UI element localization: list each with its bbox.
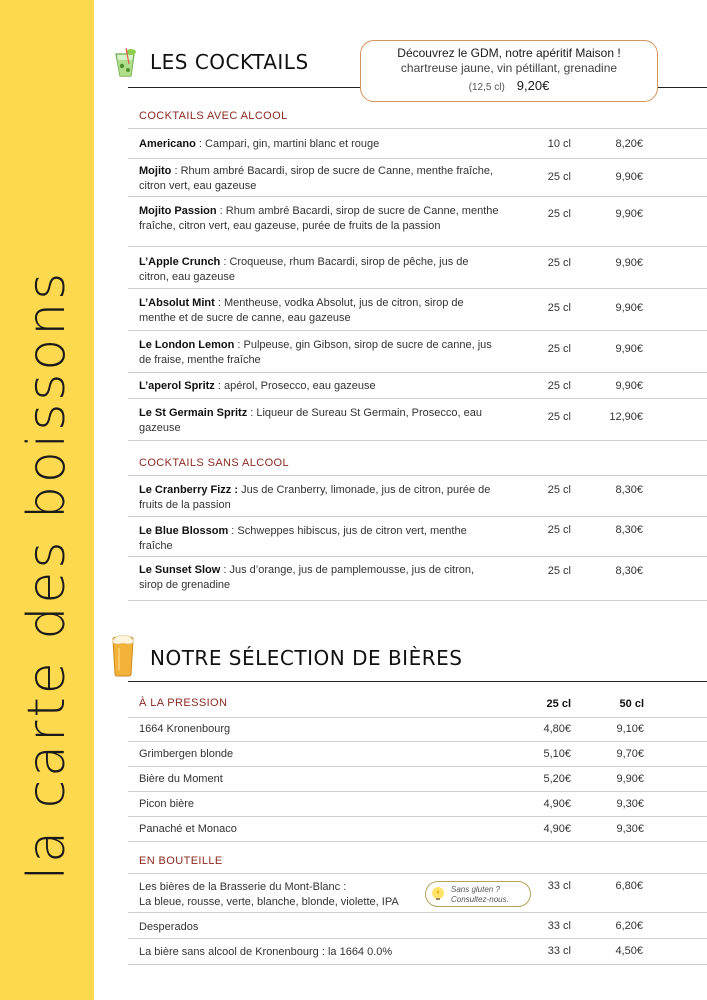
cocktail-volume: 25 cl: [547, 302, 571, 314]
cocktail-ingredients: Pulpeuse, gin Gibson, sirop de sucre de canne, jus de fraise, menthe fraîche: [139, 339, 492, 366]
bottle-price: 6,20€: [615, 920, 643, 932]
beer-price-50cl: 9,90€: [616, 773, 644, 785]
beer-row: [128, 717, 707, 742]
subheading-sans-alcool: COCKTAILS SANS ALCOOL: [139, 457, 290, 469]
cocktail-description: [139, 524, 499, 554]
cocktail-volume: 25 cl: [547, 343, 571, 355]
cocktail-separator: :: [214, 380, 224, 392]
cocktail-volume: 25 cl: [547, 171, 571, 183]
cocktails-title: LES COCKTAILS: [150, 50, 309, 74]
cocktail-row: [128, 517, 707, 557]
beer-price-25cl: 4,90€: [543, 823, 571, 835]
bottle-row: [128, 913, 707, 939]
cocktail-description: [139, 338, 499, 368]
beer-price-50cl: 9,10€: [616, 723, 644, 735]
cocktail-name: Le Sunset Slow: [139, 564, 221, 576]
beer-name: Bière du Moment: [139, 773, 223, 785]
lightbulb-icon: [430, 886, 446, 902]
cocktail-row: [128, 128, 707, 159]
cocktail-row: [128, 557, 707, 601]
beer-glass-icon: [110, 634, 136, 678]
subheading-bouteille: EN BOUTEILLE: [139, 855, 223, 867]
gluten-note: [425, 881, 531, 907]
cocktail-description: [139, 164, 499, 194]
beer-name: Picon bière: [139, 798, 195, 810]
cocktail-price: 9,90€: [615, 380, 643, 392]
cocktail-price: 8,20€: [615, 138, 643, 150]
subheading-avec-alcool: COCKTAILS AVEC ALCOOL: [139, 110, 288, 122]
cocktail-volume: 25 cl: [547, 484, 571, 496]
cocktail-ingredients: Croqueuse, rhum Bacardi, sirop de pêche, jus de citron, eau gazeuse: [139, 256, 469, 283]
bottle-line1: Les bières de la Brasserie du Mont-Blanc :: [139, 881, 347, 893]
col-25cl: 25 cl: [546, 698, 571, 710]
beer-price-25cl: 4,80€: [543, 723, 571, 735]
cocktail-price: 9,90€: [615, 171, 643, 183]
bottle-description: [139, 920, 439, 935]
cocktail-row: [128, 159, 707, 197]
beer-price-25cl: 4,90€: [543, 798, 571, 810]
cocktail-ingredients: Jus de Cranberry, limonade, jus de citron, purée de fruits de la passion: [139, 484, 491, 511]
promo-volume: (12,5 cl): [468, 82, 505, 93]
cocktail-row: [128, 197, 707, 247]
col-50cl: 50 cl: [619, 698, 644, 710]
cocktail-volume: 25 cl: [547, 257, 571, 269]
cocktail-ingredients: Campari, gin, martini blanc et rouge: [205, 138, 380, 150]
cocktail-price: 9,90€: [615, 208, 643, 220]
cocktail-name: L’Apple Crunch: [139, 256, 221, 268]
cocktail-description: [139, 296, 499, 326]
cocktail-name: Americano: [139, 138, 196, 150]
beer-name: Grimbergen blonde: [139, 748, 234, 760]
bottle-description: [139, 945, 439, 960]
bottle-line1: Desperados: [139, 921, 199, 933]
cocktail-description: [139, 483, 499, 513]
bottle-line1: La bière sans alcool de Kronenbourg : la 1664 0.0%: [139, 946, 393, 958]
beer-row: [128, 792, 707, 817]
bottle-row: [128, 939, 707, 965]
cocktail-volume: 25 cl: [547, 380, 571, 392]
cocktail-ingredients: Rhum ambré Bacardi, sirop de sucre de Canne, menthe fraîche, citron vert, eau gazeuse: [139, 165, 493, 192]
cocktail-name: Mojito: [139, 165, 172, 177]
beers-rule: [128, 681, 707, 682]
beer-price-50cl: 9,30€: [616, 798, 644, 810]
cocktail-ingredients: Jus d’orange, jus de pamplemousse, jus de citron, sirop de grenadine: [139, 564, 475, 591]
cocktail-price: 9,90€: [615, 257, 643, 269]
promo-line2: chartreuse jaune, vin pétillant, grenadine: [400, 61, 618, 75]
cocktail-row: [128, 331, 707, 373]
vertical-title: la carte des boissons: [17, 269, 77, 881]
promo-price: 9,20€: [516, 78, 550, 93]
bottle-row: [128, 873, 707, 913]
cocktail-ingredients: Mentheuse, vodka Absolut, jus de citron, sirop de menthe et de sucre de canne, eau gazeuse: [139, 297, 464, 324]
bottle-volume: 33 cl: [547, 920, 571, 932]
bottle-price: 6,80€: [615, 880, 643, 892]
cocktail-name: Le Cranberry Fizz :: [139, 484, 239, 496]
beer-name: 1664 Kronenbourg: [139, 723, 231, 735]
cocktail-separator: :: [216, 205, 226, 217]
cocktail-glass-icon: [111, 46, 139, 78]
beer-price-25cl: 5,10€: [543, 748, 571, 760]
cocktail-ingredients: Liqueur de Sureau St Germain, Prosecco, eau gazeuse: [139, 407, 483, 434]
cocktail-ingredients: apérol, Prosecco, eau gazeuse: [223, 380, 376, 392]
cocktail-volume: 25 cl: [547, 411, 571, 423]
cocktail-volume: 25 cl: [547, 524, 571, 536]
cocktail-name: Le Blue Blossom: [139, 525, 229, 537]
cocktail-description: [139, 379, 499, 394]
gluten-line1: Sans gluten ?: [451, 885, 500, 894]
cocktail-name: Le London Lemon: [139, 339, 235, 351]
gluten-line2: Consultez-nous.: [451, 895, 509, 904]
cocktail-separator: :: [171, 165, 181, 177]
cocktail-separator: :: [214, 297, 224, 309]
cocktail-description: [139, 204, 499, 234]
cocktail-name: Le St Germain Spritz: [139, 407, 248, 419]
cocktail-row: [128, 289, 707, 331]
promo-box: [360, 40, 658, 102]
cocktail-description: [139, 563, 499, 593]
cocktail-separator: :: [220, 564, 230, 576]
cocktail-price: 8,30€: [615, 484, 643, 496]
cocktail-row: [128, 247, 707, 289]
cocktail-price: 12,90€: [609, 411, 643, 423]
bottle-volume: 33 cl: [547, 880, 571, 892]
cocktail-name: L’Absolut Mint: [139, 297, 215, 309]
beer-row: [128, 742, 707, 767]
cocktail-volume: 25 cl: [547, 565, 571, 577]
cocktail-row: [128, 373, 707, 399]
cocktail-row: [128, 399, 707, 441]
cocktail-separator: :: [228, 525, 238, 537]
cocktail-ingredients: Schweppes hibiscus, jus de citron vert, menthe fraîche: [139, 525, 467, 552]
sidebar-band: [0, 0, 94, 1000]
cocktail-price: 9,90€: [615, 343, 643, 355]
cocktail-volume: 10 cl: [547, 138, 571, 150]
beer-price-25cl: 5,20€: [543, 773, 571, 785]
cocktail-name: Mojito Passion: [139, 205, 217, 217]
beers-title: NOTRE SÉLECTION DE BIÈRES: [150, 646, 463, 670]
cocktail-separator: :: [234, 339, 244, 351]
cocktail-ingredients: Rhum ambré Bacardi, sirop de sucre de Canne, menthe fraîche, citron vert, eau gazeuse, purée de fruits de la passion: [139, 205, 499, 232]
cocktail-row: [128, 475, 707, 517]
cocktail-name: L’aperol Spritz: [139, 380, 215, 392]
cocktail-price: 8,30€: [615, 524, 643, 536]
cocktail-volume: 25 cl: [547, 208, 571, 220]
cocktail-separator: :: [220, 256, 230, 268]
beer-price-50cl: 9,70€: [616, 748, 644, 760]
bottle-price: 4,50€: [615, 945, 643, 957]
cocktail-price: 8,30€: [615, 565, 643, 577]
cocktail-separator: :: [195, 138, 206, 150]
beer-row: [128, 767, 707, 792]
cocktail-description: [139, 406, 499, 436]
subheading-pression: À LA PRESSION: [139, 697, 228, 709]
cocktail-price: 9,90€: [615, 302, 643, 314]
bottle-volume: 33 cl: [547, 945, 571, 957]
bottle-line2: La bleue, rousse, verte, blanche, blonde, violette, IPA: [139, 896, 399, 908]
cocktail-description: [139, 255, 499, 285]
cocktail-description: [139, 137, 499, 152]
cocktail-separator: :: [247, 407, 257, 419]
beer-price-50cl: 9,30€: [616, 823, 644, 835]
bottle-description: [139, 880, 439, 910]
beer-row: [128, 817, 707, 842]
promo-line1: Découvrez le GDM, notre apéritif Maison !: [397, 46, 621, 60]
beer-name: Panaché et Monaco: [139, 823, 237, 835]
